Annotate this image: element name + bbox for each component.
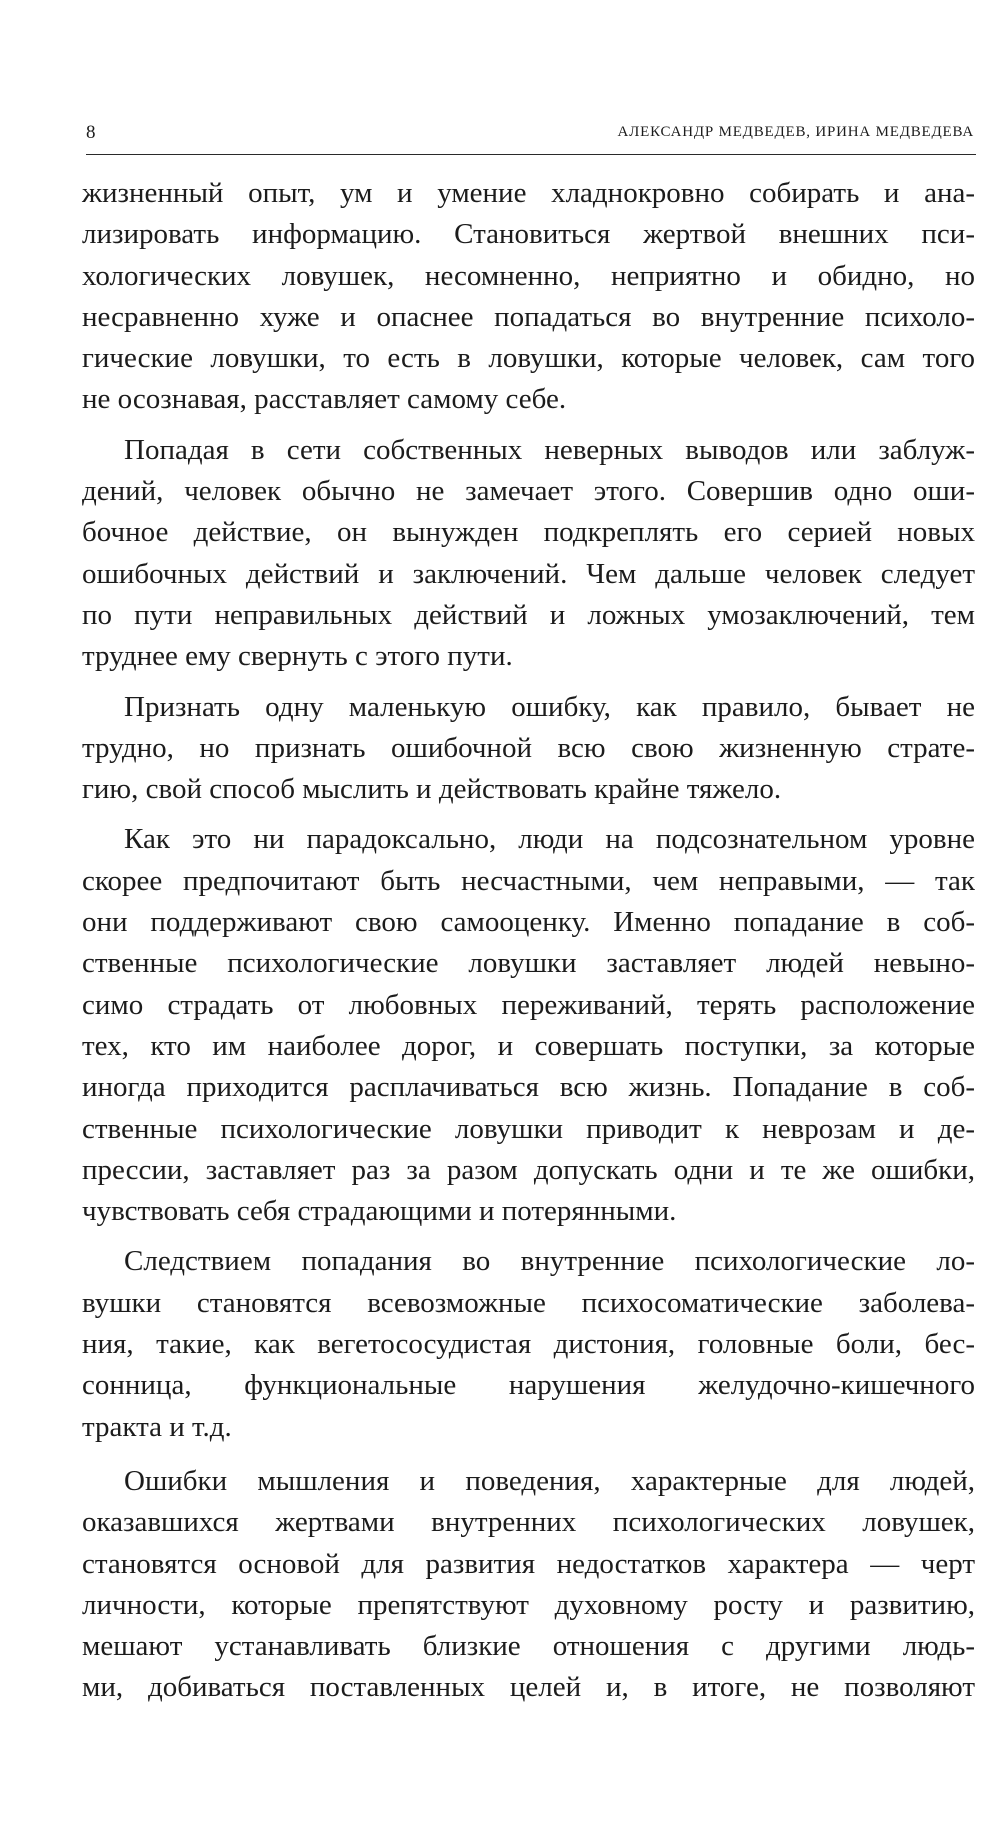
paragraph [82,1461,975,1709]
body-text [82,173,975,1709]
text-line: дений, человек обычно не замечает этого. Совершив одно оши- [82,475,975,508]
text-line: они поддерживают свою самооценку. Именно попадание в соб- [82,906,975,939]
text-line: ошибочных действий и заключений. Чем дальше человек следует [82,557,975,590]
text-line: Ошибки мышления и поведения, характерные для людей, [124,1464,975,1497]
text-line: несравненно хуже и опаснее попадаться во внутренние психоло- [82,300,975,333]
text-line: не осознавая, расставляет самому себе. [82,383,567,416]
paragraph [82,1241,975,1447]
text-line: вушки становятся всевозможные психосоматические заболева- [82,1286,975,1319]
text-line: ственные психологические ловушки заставляет людей невыно- [82,947,975,980]
text-line: ния, такие, как вегетососудистая дистония, головные боли, бес- [82,1328,975,1361]
text-line: Признать одну маленькую ошибку, как правило, бывает не [124,690,975,723]
text-line: лизировать информацию. Становиться жертвой внешних пси- [82,218,975,251]
text-line: труднее ему свернуть с этого пути. [82,640,513,673]
page-number: 8 [86,122,96,143]
text-line: жизненный опыт, ум и умение хладнокровно собирать и ана- [82,177,975,209]
text-line: тракта и т.д. [82,1410,232,1443]
text-line: оказавшихся жертвами внутренних психологических ловушек, [82,1506,975,1539]
header-rule [86,154,976,155]
text-line: по пути неправильных действий и ложных умозаключений, тем [82,598,975,631]
running-head: АЛЕКСАНДР МЕДВЕДЕВ, ИРИНА МЕДВЕДЕВА [617,124,974,140]
text-line: тех, кто им наиболее дорог, и совершать поступки, за которые [82,1029,975,1062]
text-line: сонница, функциональные нарушения желудочно-кишечного [82,1369,975,1402]
paragraph [82,173,975,421]
text-line: Попадая в сети собственных неверных выводов или заблуж- [124,433,975,466]
text-line: скорее предпочитают быть несчастными, чем неправыми, — так [82,864,975,897]
text-line: чувствовать себя страдающими и потерянными. [82,1195,677,1228]
text-line: Как это ни парадоксально, люди на подсознательном уровне [124,823,975,856]
text-line: гию, свой способ мыслить и действовать крайне тяжело. [82,773,782,806]
text-line: становятся основой для развития недостатков характера — черт [82,1547,975,1580]
text-line: прессии, заставляет раз за разом допускать одни и те же ошибки, [82,1153,975,1186]
text-line: иногда приходится расплачиваться всю жизнь. Попадание в соб- [82,1071,975,1104]
text-line: Следствием попадания во внутренние психологические ло- [124,1245,975,1278]
text-line: трудно, но признать ошибочной всю свою жизненную страте- [82,731,975,764]
text-line: личности, которые препятствуют духовному росту и развитию, [82,1588,975,1621]
text-line: ми, добиваться поставленных целей и, в итоге, не позволяют [82,1671,975,1704]
paragraph [82,430,975,678]
paragraph [82,687,975,811]
text-line: бочное действие, он вынужден подкреплять его серией новых [82,516,975,549]
page-header [86,122,974,152]
text-line: ственные психологические ловушки приводит к неврозам и де- [82,1112,975,1145]
paragraph [82,819,975,1232]
text-line: хологических ловушек, несомненно, неприятно и обидно, но [82,259,975,292]
text-line: гические ловушки, то есть в ловушки, которые человек, сам того [82,342,975,375]
text-line: симо страдать от любовных переживаний, терять расположение [82,988,975,1021]
text-line: мешают устанавливать близкие отношения с другими людь- [82,1630,975,1663]
